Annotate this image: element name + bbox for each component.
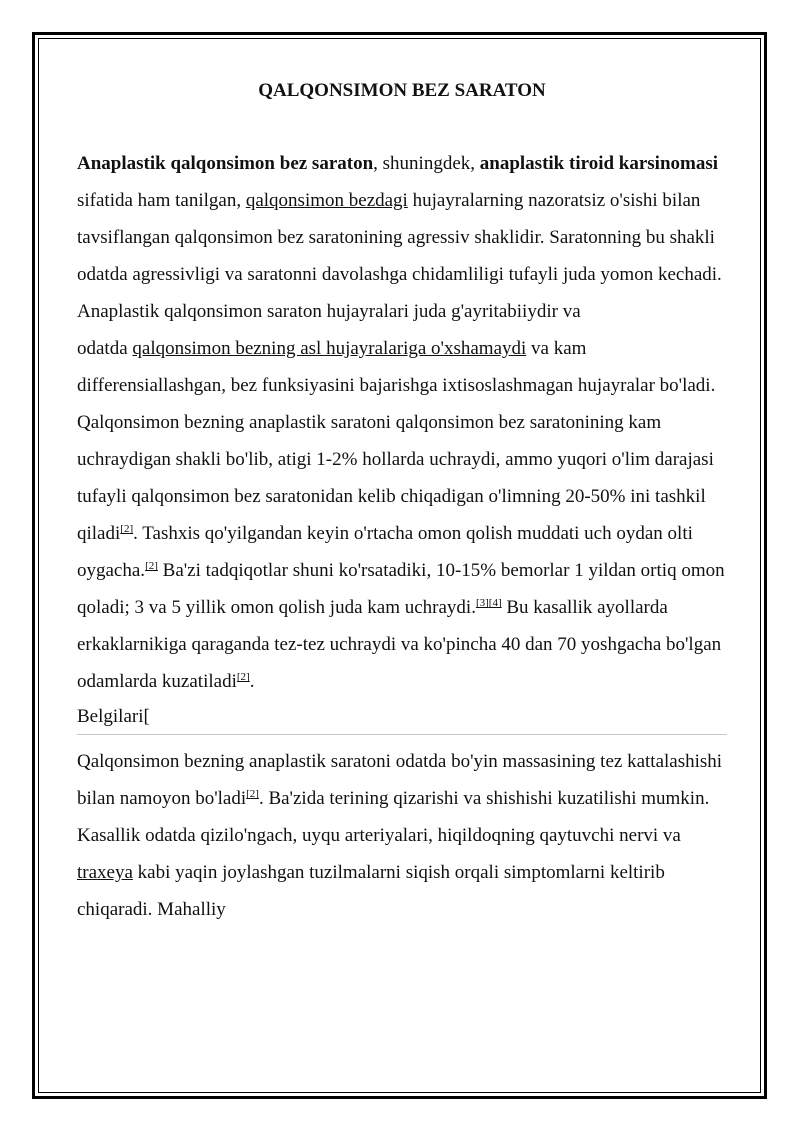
citation-link-2[interactable]: [2]: [246, 788, 259, 800]
citation-link-4[interactable]: [4]: [488, 597, 502, 609]
text-segment: odatda: [77, 338, 133, 359]
text-segment: kabi yaqin joylashgan tuzilmalarni siqish orqali simptomlarni keltirib chiqaradi. Mahalliy: [77, 862, 665, 920]
document-title: QALQONSIMON BEZ SARATON: [258, 80, 546, 101]
text-segment: hujayralarning nazoratsiz o'sishi bilan tavsiflangan qalqonsimon bez saratonining agressiv shaklidir. Saratonning bu shakli odatda agressivligi va saratonni davolashga chidamliligi tufayli juda yomon kechadi. Anaplastik qalqonsimon saraton hujayralari juda g'ayritabiiydir va: [77, 190, 722, 322]
text-segment: . Ba'zida terining qizarishi va shishishi kuzatilishi mumkin. Kasallik odatda qizilo'ngach, uyqu arteriyalari, hiqildoqning qaytuvchi nervi va: [77, 788, 710, 846]
text-segment: va kam differensiallashgan, bez funksiyasini bajarishga ixtisoslashmagan hujayralar bo'ladi.: [77, 338, 716, 396]
text-segment: .: [249, 671, 255, 692]
citation: [120, 523, 133, 535]
text-segment: Bu kasallik ayollarda erkaklarnikiga qaraganda tez-tez uchraydi va ko'pincha 40 dan 70 yoshgacha bo'lgan odamlarda kuzatiladi: [77, 597, 722, 692]
text-segment: Qalqonsimon bezning anaplastik saratoni odatda bo'yin massasining tez kattalashishi bilan namoyon bo'ladi: [77, 751, 723, 809]
text-segment: Qalqonsimon bezning anaplastik saratoni qalqonsimon bez saratonining kam uchraydigan shakli bo'lib, atigi 1-2% hollarda uchraydi, ammo yuqori o'lim darajasi tufayli qalqonsimon bez saratonidan kelib chiqadigan o'limning 20-50% ini tashkil qiladi: [77, 412, 714, 544]
text-segment: sifatida ham tanilgan,: [77, 190, 246, 211]
link-thyroid-gland[interactable]: qalqonsimon bezdagi: [245, 190, 408, 211]
text-segment: Ba'zi tadqiqotlar shuni ko'rsatadiki, 10-15% bemorlar 1 yildan ortiq omon qoladi; 3 va 5 yillik omon qolish juda kam uchraydi.: [77, 560, 725, 618]
citation: [237, 671, 250, 683]
paragraph-epidemiology: [77, 404, 727, 700]
document-body: [77, 72, 727, 928]
section-heading-symptoms: Belgilari[: [77, 700, 727, 735]
citation-link-3[interactable]: [3]: [475, 597, 489, 609]
bold-term-anaplastic-carcinoma: anaplastik tiroid karsinomasi: [479, 153, 719, 174]
paragraph-intro: [77, 145, 727, 404]
bold-term-anaplastic-thyroid-cancer: Anaplastik qalqonsimon bez saraton: [77, 153, 374, 174]
citation: [476, 597, 502, 609]
paragraph-symptoms: [77, 743, 727, 928]
link-trachea[interactable]: traxeya: [77, 862, 133, 883]
citation-link-2[interactable]: [2]: [236, 671, 250, 683]
citation-link-2[interactable]: [2]: [120, 523, 134, 535]
citation: [246, 788, 259, 800]
text-segment: , shuningdek,: [373, 153, 480, 174]
link-thyroid-cells[interactable]: qalqonsimon bezning asl hujayralariga o'xshamaydi: [132, 338, 527, 359]
citation-link-2[interactable]: [2]: [145, 560, 158, 572]
citation: [145, 560, 158, 572]
text-segment: . Tashxis qo'yilgandan keyin o'rtacha omon qolish muddati uch oydan olti oygacha.: [77, 523, 693, 581]
